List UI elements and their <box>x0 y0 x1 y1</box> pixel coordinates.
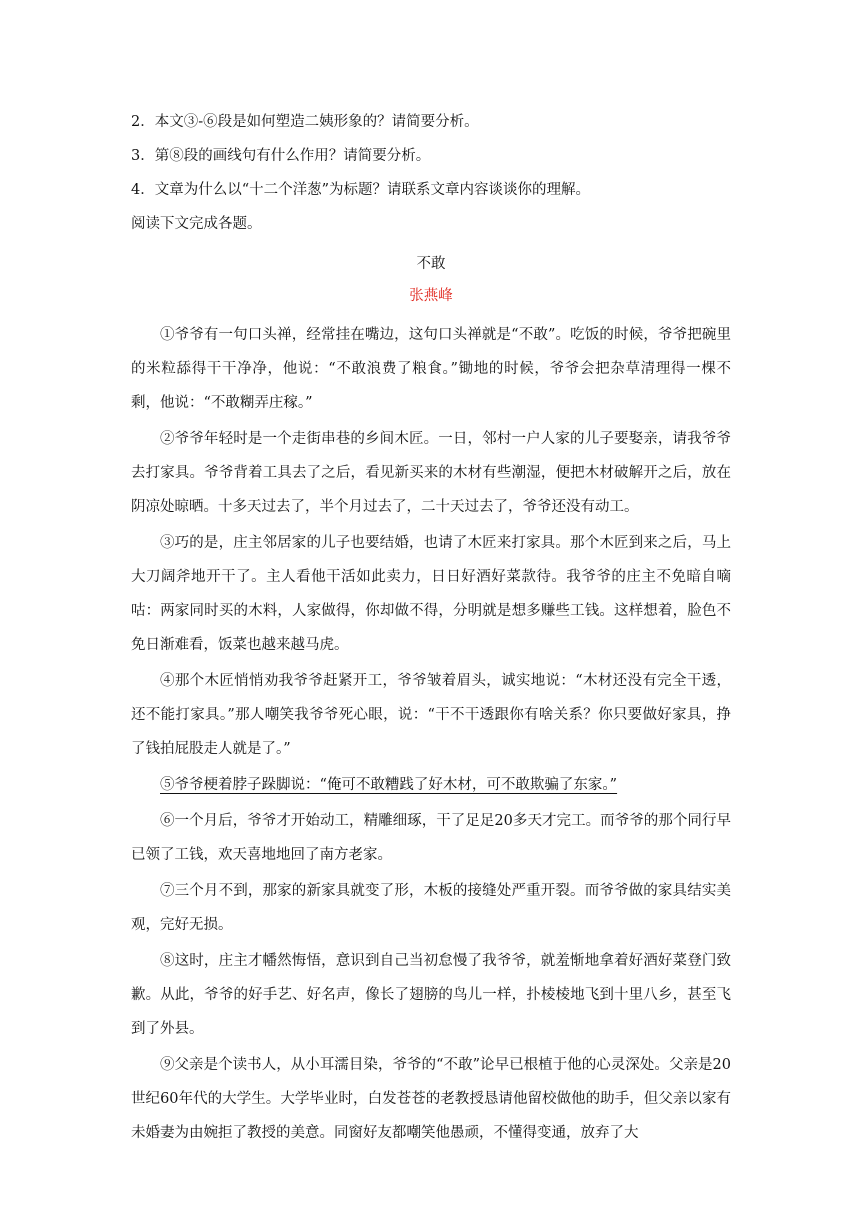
article-title: 不敢 <box>416 256 446 272</box>
article-author: 张燕峰 <box>409 288 453 304</box>
paragraph-9: ⑨父亲是个读书人，从小耳濡目染，爷爷的“不敢”论早已根植于他的心灵深处。父亲是20世纪60年代的大学生。大学毕业时，白发苍苍的老教授恳请他留校做他的助手，但父亲以家有未婚妻为由婉拒了教授的美意。同窗好友都嘲笑他愚顽，不懂得变通，放弃了大 <box>131 1057 731 1141</box>
question-2: 2．本文③-⑥段是如何塑造二姨形象的？请简要分析。 <box>131 114 479 130</box>
question-3: 3．第⑧段的画线句有什么作用？请简要分析。 <box>131 148 431 164</box>
reading-instruction: 阅读下文完成各题。 <box>131 216 262 232</box>
paragraph-3: ③巧的是，庄主邻居家的儿子也要结婚，也请了木匠来打家具。那个木匠到来之后，马上大刀阔斧地开干了。主人看他干活如此卖力，日日好酒好菜款待。我爷爷的庄主不免暗自嘀咕：两家同时买的木料，人家做得，你却做不得，分明就是想多赚些工钱。这样想着，脸色不免日渐难看，饭菜也越来越马虎。 <box>131 535 731 653</box>
question-4: 4．文章为什么以“十二个洋葱”为标题？请联系文章内容谈谈你的理解。 <box>131 182 591 198</box>
paragraph-5-underlined <box>131 768 731 802</box>
paragraph-6: ⑥一个月后，爷爷才开始动工，精雕细琢，干了足足20多天才完工。而爷爷的那个同行早已领了工钱，欢天喜地地回了南方老家。 <box>131 813 731 863</box>
paragraph-8: ⑧这时，庄主才幡然悔悟，意识到自己当初怠慢了我爷爷，就羞惭地拿着好酒好菜登门致歉。从此，爷爷的好手艺、好名声，像长了翅膀的鸟儿一样，扑棱棱地飞到十里八乡，甚至飞到了外县。 <box>131 953 731 1037</box>
underlined-sentence: ⑤爷爷梗着脖子跺脚说：“俺可不敢糟践了好木材，可不敢欺骗了东家。” <box>160 777 618 793</box>
paragraph-4: ④那个木匠悄悄劝我爷爷赶紧开工，爷爷皱着眉头，诚实地说：“木材还没有完全干透，还不能打家具。”那人嘲笑我爷爷死心眼，说：“干不干透跟你有啥关系？你只要做好家具，挣了钱拍屁股走人就是了。” <box>131 673 731 757</box>
page-content <box>131 108 731 1152</box>
paragraph-2: ②爷爷年轻时是一个走街串巷的乡间木匠。一日，邻村一户人家的儿子要娶亲，请我爷爷去打家具。爷爷背着工具去了之后，看见新买来的木材有些潮湿，便把木材破解开之后，放在阴凉处晾晒。十多天过去了，半个月过去了，二十天过去了，爷爷还没有动工。 <box>131 431 731 515</box>
paragraph-7: ⑦三个月不到，那家的新家具就变了形，木板的接缝处严重开裂。而爷爷做的家具结实美观，完好无损。 <box>131 883 731 933</box>
paragraph-1: ①爷爷有一句口头禅，经常挂在嘴边，这句口头禅就是“不敢”。吃饭的时候，爷爷把碗里的米粒舔得干干净净，他说：“不敢浪费了粮食。”锄地的时候，爷爷会把杂草清理得一棵不剩，他说：“不敢糊弄庄稼。” <box>131 327 731 411</box>
